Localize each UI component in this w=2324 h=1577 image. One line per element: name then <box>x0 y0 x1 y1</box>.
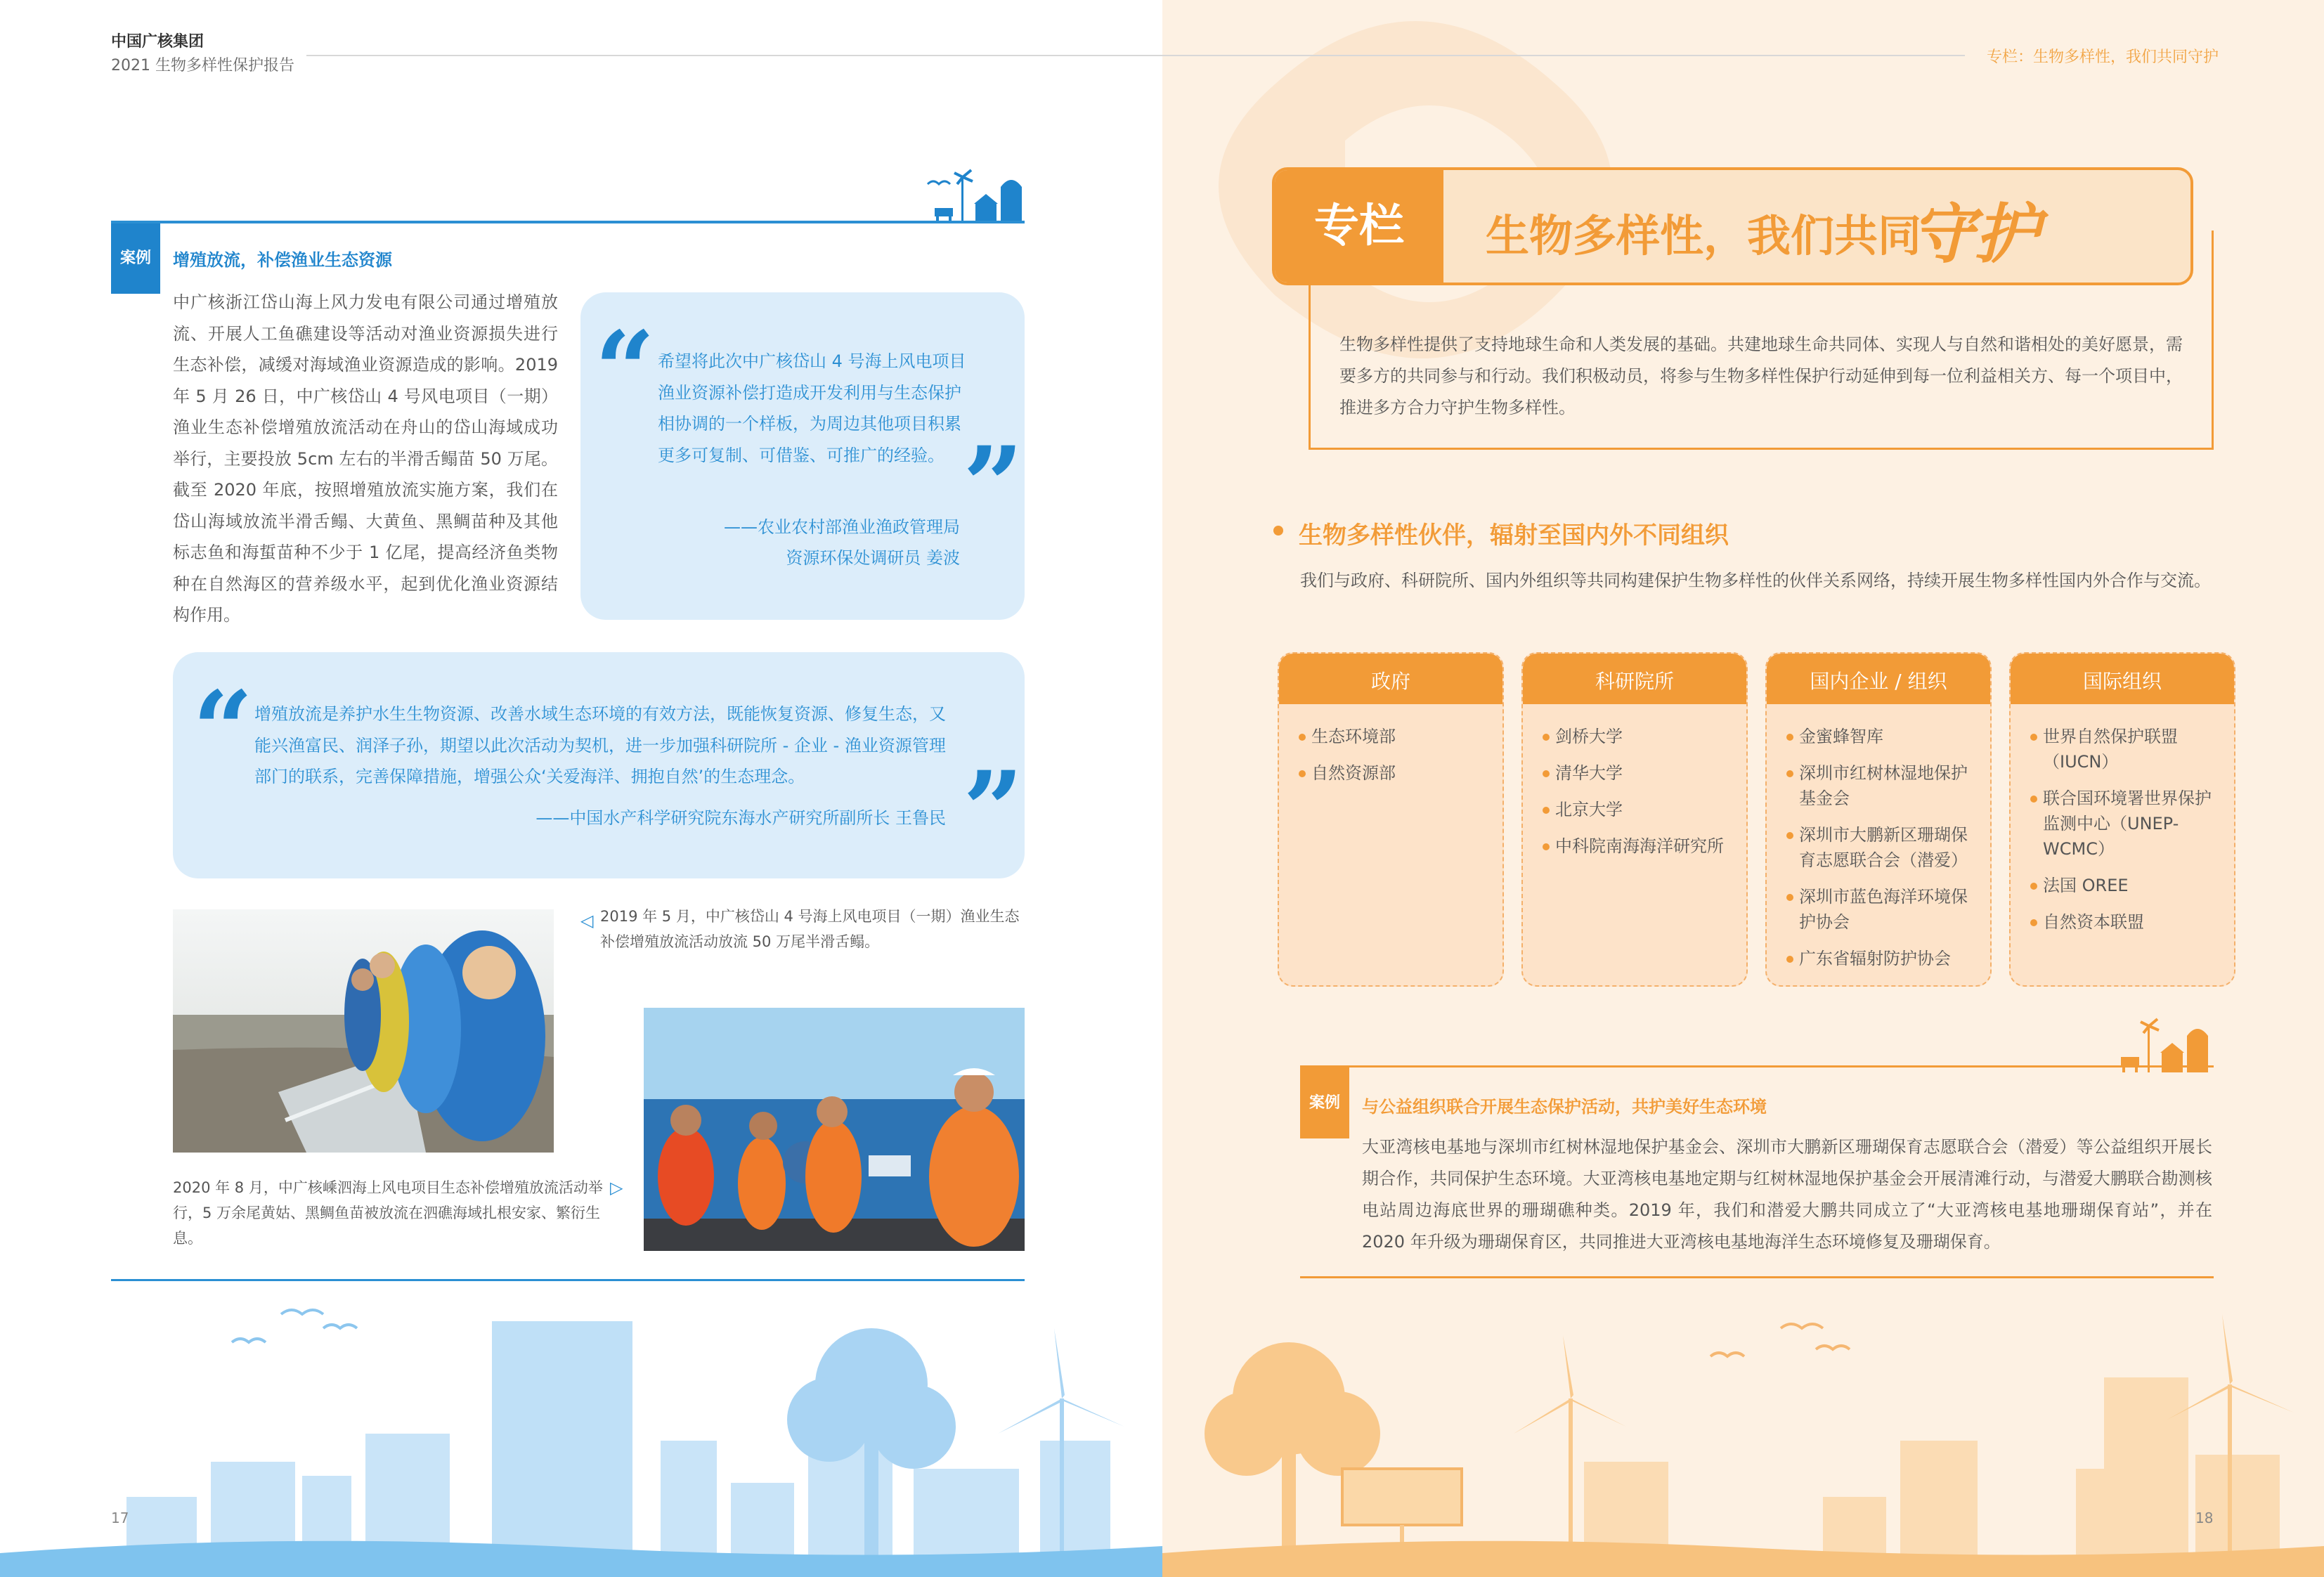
card-title: 政府 <box>1279 654 1502 704</box>
intro-text: 生物多样性提供了支持地球生命和人类发展的基础。共建地球生命共同体、实现人与自然和谐相处的美好愿景，需要多方的共同参与和行动。我们积极动员，将参与生物多样性保护行动延伸到每一位利益相关方、每一个项目中，推进多方合力守护生物多样性。 <box>1339 335 2183 417</box>
footer-divider <box>1300 1276 2214 1278</box>
open-quote-icon: “ <box>595 309 656 432</box>
card-title: 科研院所 <box>1523 654 1746 704</box>
case-tag: 案例 <box>111 223 160 294</box>
section-bullet-icon <box>1273 526 1283 536</box>
quote-box-1 <box>580 292 1025 620</box>
footer-divider <box>111 1279 1025 1281</box>
city-skyline-illustration <box>0 1300 1162 1577</box>
partner-card-domestic <box>1765 652 1992 987</box>
farm-illustration-icon <box>2108 1016 2214 1072</box>
case-title: 与公益组织联合开展生态保护活动，共护美好生态环境 <box>1362 1097 1767 1117</box>
banner-title: 生物多样性，我们共同 <box>1486 210 1922 261</box>
photo-1-caption: 2019 年 5 月，中广核岱山 4 号海上风电项目（一期）渔业生态补偿增殖放流活动放流 50 万尾半滑舌鳎。 <box>600 908 1020 950</box>
landscape-illustration <box>1162 1300 2324 1577</box>
partner-card-research <box>1521 652 1748 987</box>
list-item: 中科院南海海洋研究所 <box>1543 833 1732 859</box>
quote-2-source: ——中国水产科学研究院东海水产研究所副所长 王鲁民 <box>535 808 946 828</box>
caption-pointer-icon: ▷ <box>610 1178 623 1198</box>
list-item: 世界自然保护联盟（IUCN） <box>2030 724 2220 774</box>
photo-fish-release-2019 <box>173 909 554 1153</box>
close-quote-icon: ” <box>963 748 1024 872</box>
case-body-text: 中广核浙江岱山海上风力发电有限公司通过增殖放流、开展人工鱼礁建设等活动对渔业资源损失进行生态补偿，减缓对海域渔业资源造成的影响。2019 年 5 月 26 日，中广核岱山 4 号风电项目（一期）渔业生态补偿增殖放流活动在舟山的岱山海域成功举行，主要投放 5cm 左右的半滑舌鳎苗 50 万尾。截至 2020 年底，按照增殖放流实施方案，我们在岱山海域放流半滑舌鳎、大黄鱼、黑鲷苗种及其他标志鱼和海蜇苗种不少于 1 亿尾，提高经济鱼类物种在自然海区的营养级水平，起到优化渔业资源结构作用。 <box>173 292 558 625</box>
list-item: 北京大学 <box>1543 797 1732 822</box>
section-divider <box>111 221 1025 223</box>
partner-card-government <box>1278 652 1504 987</box>
list-item: 联合国环境署世界保护监测中心（UNEP-WCMC） <box>2030 786 2220 862</box>
open-quote-icon: “ <box>193 668 254 792</box>
list-item: 剑桥大学 <box>1543 724 1732 749</box>
quote-1-source-line2: 资源环保处调研员 姜波 <box>786 548 960 568</box>
case-title: 增殖放流，补偿渔业生态资源 <box>173 250 392 270</box>
list-item: 法国 OREE <box>2030 873 2220 898</box>
case-divider <box>1300 1065 2214 1067</box>
quote-1-source-line1: ——农业农村部渔业渔政管理局 <box>724 517 960 537</box>
case-tag: 案例 <box>1300 1065 1349 1138</box>
page-number: 18 <box>2195 1510 2214 1526</box>
header-org: 中国广核集团 <box>111 33 205 51</box>
section-title: 生物多样性伙伴，辐射至国内外不同组织 <box>1299 521 1729 550</box>
list-item: 深圳市大鹏新区珊瑚保育志愿联合会（潜爱） <box>1786 822 1976 873</box>
list-item: 自然资源部 <box>1299 760 1488 786</box>
list-item: 生态环境部 <box>1299 724 1488 749</box>
list-item: 自然资本联盟 <box>2030 909 2220 935</box>
header-rule <box>306 55 1965 56</box>
farm-illustration-icon <box>922 167 1027 223</box>
list-item: 深圳市蓝色海洋环境保护协会 <box>1786 884 1976 935</box>
close-quote-icon: ” <box>963 424 1024 547</box>
caption-pointer-icon: ◁ <box>580 911 594 930</box>
banner-tag: 专栏 <box>1275 170 1443 283</box>
list-item: 金蜜蜂智库 <box>1786 724 1976 749</box>
section-description: 我们与政府、科研院所、国内外组织等共同构建保护生物多样性的伙伴关系网络，持续开展生物多样性国内外合作与交流。 <box>1300 571 2211 590</box>
quote-1-text: 希望将此次中广核岱山 4 号海上风电项目渔业资源补偿打造成开发利用与生态保护相协调的一个样板，为周边其他项目积累更多可复制、可借鉴、可推广的经验。 <box>658 351 966 465</box>
quote-2-text: 增殖放流是养护水生生物资源、改善水域生态环境的有效方法，既能恢复资源、修复生态，又能兴渔富民、润泽子孙，期望以此次活动为契机，进一步加强科研院所 - 企业 - 渔业资源管理部门的联系，完善保障措施，增强公众‘关爱海洋、拥抱自然’的生态理念。 <box>254 704 946 786</box>
header-report-title: 2021 生物多样性保护报告 <box>111 57 294 74</box>
partner-card-international <box>2009 652 2235 987</box>
header-section-title: 专栏：生物多样性，我们共同守护 <box>1986 48 2219 66</box>
card-title: 国内企业 / 组织 <box>1767 654 1990 704</box>
card-title: 国际组织 <box>2011 654 2234 704</box>
quote-box-2 <box>173 652 1025 878</box>
case-body-text: 大亚湾核电基地与深圳市红树林湿地保护基金会、深圳市大鹏新区珊瑚保育志愿联合会（潜爱）等公益组织开展长期合作，共同保护生态环境。大亚湾核电基地定期与红树林湿地保护基金会开展清滩行动，与潜爱大鹏联合勘测核电站周边海底世界的珊瑚礁种类。2019 年，我们和潜爱大鹏共同成立了“大亚湾核电基地珊瑚保育站”，并在 2020 年升级为珊瑚保育区，共同推进大亚湾核电基地海洋生态环境修复及珊瑚保育。 <box>1362 1137 2212 1252</box>
photo-2-caption: 2020 年 8 月，中广核嵊泗海上风电项目生态补偿增殖放流活动举行，5 万余尾黄姑、黑鲷鱼苗被放流在泗礁海域扎根安家、繁衍生息。 <box>173 1179 603 1247</box>
photo-fish-release-2020 <box>644 1008 1025 1251</box>
banner-script-title: 守护 <box>1910 196 2040 272</box>
list-item: 广东省辐射防护协会 <box>1786 946 1976 971</box>
list-item: 深圳市红树林湿地保护基金会 <box>1786 760 1976 811</box>
page-number: 17 <box>111 1510 129 1526</box>
list-item: 清华大学 <box>1543 760 1732 786</box>
column-banner <box>1272 167 2193 285</box>
